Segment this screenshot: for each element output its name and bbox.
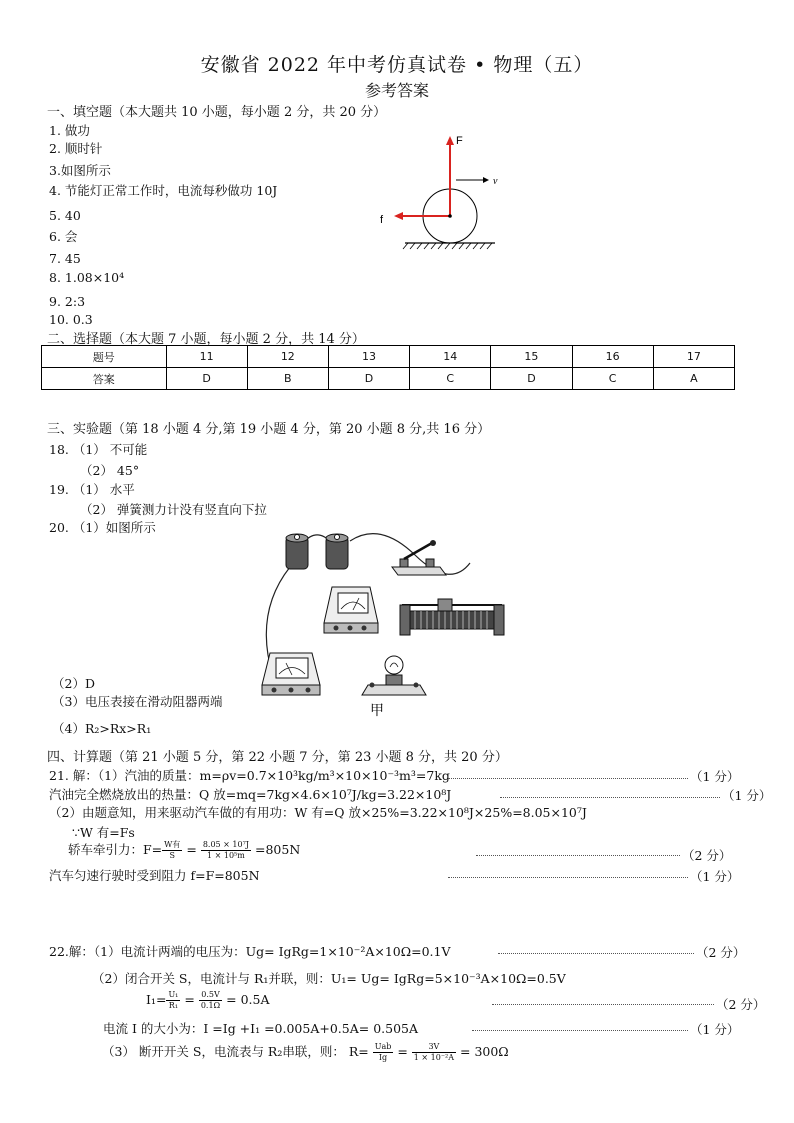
solution-line: 电流 I 的大小为：I =Ig +I₁ =0.005A+0.5A= 0.505A (103, 1021, 419, 1036)
label-F: F (456, 135, 463, 147)
solution-line: （2）由题意知，用来驱动汽车做的有用功：W 有=Q 放×25%=3.22×10⁸J×25%=8.05×10⁷J (49, 805, 587, 820)
page-title: 安徽省 2022 年中考仿真试卷 • 物理（五） (200, 54, 594, 76)
battery-2 (326, 534, 348, 569)
score-label: （1 分） (690, 1022, 740, 1037)
answer-line: （3）电压表接在滑动阻器两端 (52, 694, 223, 709)
solution-formula-traction: 轿车牵引力：F= $\frac{\text{W有}}{S}$ = $\frac{\text{8.05 × 10⁷J}}{\text{1 × 10⁵m}}$ =805N (68, 840, 301, 860)
score-label: （2 分） (696, 945, 746, 960)
answer-line: 9. 2:3 (49, 294, 86, 309)
table-cell: 11 (166, 346, 247, 368)
solution-formula-resistance: （3） 断开开关 S，电流表与 R₂串联，则： R= $\frac{\text{Uab}}{Ig}$ = $\frac{3V}{\text{1 × 10⁻²A}}$ = 300Ω (102, 1042, 509, 1062)
answer-line: 18. （1） 不可能 (49, 442, 148, 457)
table-cell: 16 (572, 346, 653, 368)
table-cell: B (247, 368, 328, 390)
table-cell: 12 (247, 346, 328, 368)
score-leader (476, 855, 680, 856)
label-f: f (380, 214, 384, 226)
score-leader (500, 797, 720, 798)
score-label: （1 分） (690, 769, 740, 784)
page-subtitle: 参考答案 (364, 81, 429, 100)
table-cell: D (166, 368, 247, 390)
score-label: （1 分） (722, 788, 772, 803)
table-cell-label: 答案 (42, 368, 167, 390)
score-label: （2 分） (682, 848, 732, 863)
score-label: （1 分） (690, 869, 740, 884)
answer-line: 3.如图所示 (49, 163, 111, 178)
answer-line: 20. （1）如图所示 (49, 520, 156, 535)
answer-line: 5. 40 (49, 208, 81, 223)
circuit-apparatus-figure (240, 525, 530, 720)
table-cell-label: 题号 (42, 346, 167, 368)
answer-line: 8. 1.08×10⁴ (49, 270, 125, 285)
battery-1 (286, 534, 308, 569)
answer-line: 19. （1） 水平 (49, 482, 135, 497)
section-heading-experiment: 三、实验题（第 18 小题 4 分,第 19 小题 4 分，第 20 小题 8 分,共 16 分） (47, 422, 491, 437)
label-v: v (493, 176, 498, 187)
answer-line: （4）R₂>Rx>R₁ (52, 721, 152, 736)
score-leader (472, 1030, 688, 1031)
table-cell: 13 (328, 346, 409, 368)
solution-line: （2）闭合开关 S，电流计与 R₁并联，则：U₁= Ug= IgRg=5×10⁻³A×10Ω=0.5V (92, 971, 566, 986)
table-row (42, 368, 735, 390)
section-heading-fill-blank: 一、填空题（本大题共 10 小题，每小题 2 分，共 20 分） (47, 105, 387, 120)
section-heading-calculation: 四、计算题（第 21 小题 5 分，第 22 小题 7 分，第 23 小题 8 分，共 20 分） (47, 750, 508, 765)
answer-line: （2）D (52, 676, 95, 691)
force-diagram (370, 128, 520, 253)
answer-line: 4. 节能灯正常工作时，电流每秒做功 10J (49, 183, 278, 198)
score-label: （2 分） (716, 997, 766, 1012)
choice-answer-table (41, 345, 735, 390)
section-heading-choice: 二、选择题（本大题 7 小题，每小题 2 分，共 14 分） (47, 332, 365, 347)
table-cell: C (410, 368, 491, 390)
answer-line: （2） 弹簧测力计没有竖直向下拉 (80, 502, 267, 517)
table-cell: 15 (491, 346, 572, 368)
solution-line: 22.解：（1）电流计两端的电压为：Ug= IgRg=1×10⁻²A×10Ω=0.1V (49, 944, 451, 959)
table-cell: 17 (653, 346, 734, 368)
switch (392, 540, 446, 575)
solution-line: 21. 解：（1）汽油的质量：m=ρv=0.7×10³kg/m³×10×10⁻³m³=7kg (49, 768, 450, 783)
answer-line: 7. 45 (49, 251, 81, 266)
rheostat (400, 599, 504, 635)
answer-line: 10. 0.3 (49, 312, 93, 327)
solution-line: 汽车匀速行驶时受到阻力 f=F=805N (49, 868, 260, 883)
voltmeter (324, 587, 378, 633)
answer-line: 6. 会 (49, 229, 78, 244)
score-leader (498, 953, 694, 954)
answer-line: （2） 45° (80, 463, 140, 478)
solution-line: 汽油完全燃烧放出的热量：Q 放=mq=7kg×4.6×10⁷J/kg=3.22×10⁸J (49, 787, 452, 802)
ammeter (262, 653, 320, 695)
table-cell: C (572, 368, 653, 390)
lamp (362, 656, 426, 695)
table-row (42, 346, 735, 368)
figure-label: 甲 (370, 703, 384, 719)
solution-line: ∵W 有=Fs (72, 825, 135, 840)
score-leader (448, 778, 688, 779)
table-cell: D (328, 368, 409, 390)
score-leader (492, 1004, 714, 1005)
answer-line: 2. 顺时针 (49, 141, 103, 156)
table-cell: D (491, 368, 572, 390)
table-cell: 14 (410, 346, 491, 368)
solution-formula-current: I₁= $\frac{\text{U₁}}{\text{R₁}}$ = $\frac{0.5V}{0.1\Omega}$ = 0.5A (146, 990, 270, 1010)
table-cell: A (653, 368, 734, 390)
answer-line: 1. 做功 (49, 123, 90, 138)
score-leader (448, 877, 688, 878)
